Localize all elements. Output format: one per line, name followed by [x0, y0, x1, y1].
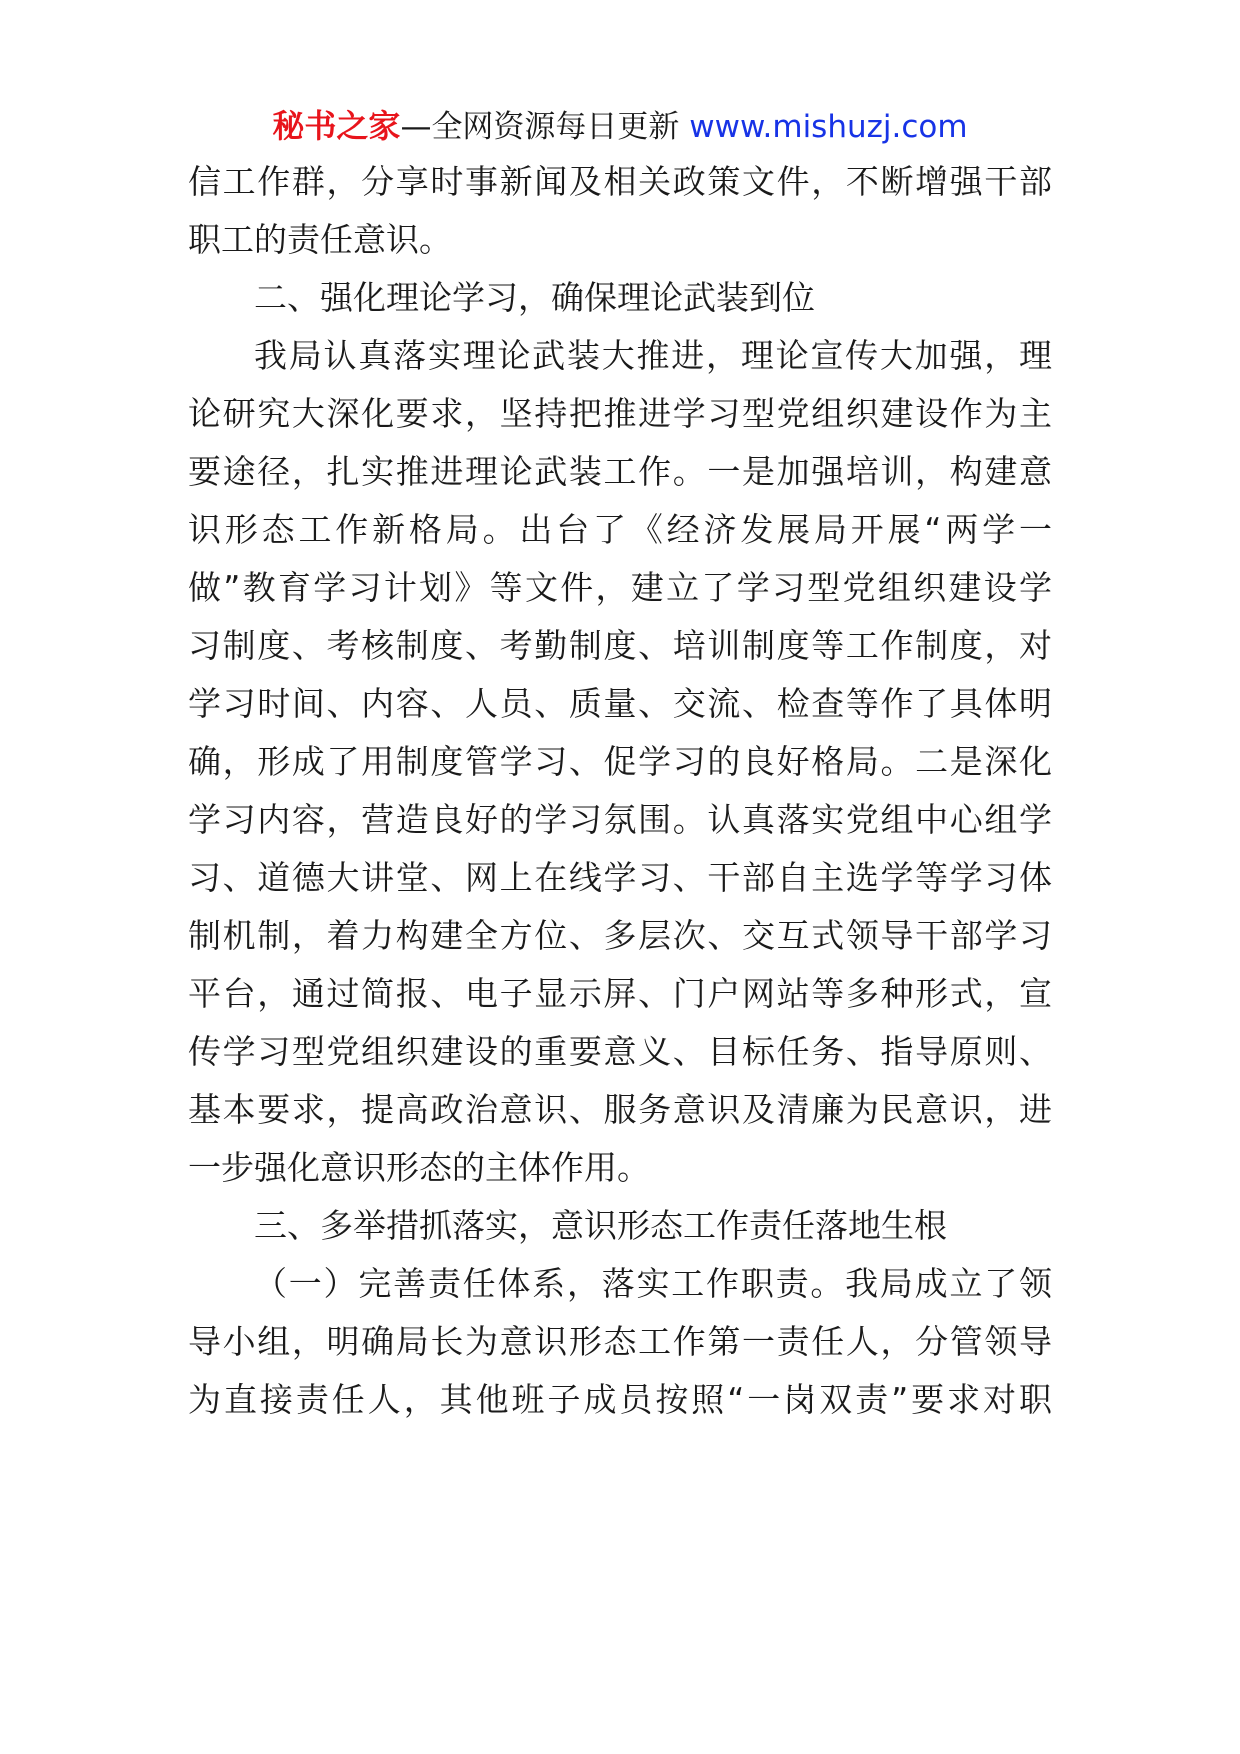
text-line: 习、道德大讲堂、网上在线学习、干部自主选学等学习体 — [188, 858, 1052, 897]
header-tagline: —全网资源每日更新 — [400, 109, 690, 145]
section-heading: 三、多举措抓落实，意识形态工作责任落地生根 — [254, 1206, 947, 1245]
text-line: 确，形成了用制度管学习、促学习的良好格局。二是深化 — [188, 742, 1052, 781]
text-line: 做”教育学习计划》等文件，建立了学习型党组织建设学 — [188, 568, 1052, 607]
text-line: 一步强化意识形态的主体作用。 — [188, 1148, 650, 1187]
text-line: 我局认真落实理论武装大推进，理论宣传大加强，理 — [254, 336, 1052, 375]
text-line: 为直接责任人，其他班子成员按照“一岗双责”要求对职 — [188, 1380, 1052, 1419]
brand-name: 秘书之家 — [272, 107, 401, 145]
text-line: 导小组，明确局长为意识形态工作第一责任人，分管领导 — [188, 1322, 1052, 1361]
text-line: 制机制，着力构建全方位、多层次、交互式领导干部学习 — [188, 916, 1052, 955]
text-line: 习制度、考核制度、考勤制度、培训制度等工作制度，对 — [188, 626, 1052, 665]
text-line: （一）完善责任体系，落实工作职责。我局成立了领 — [254, 1264, 1052, 1303]
text-line: 论研究大深化要求，坚持把推进学习型党组织建设作为主 — [188, 394, 1052, 433]
text-line: 要途径，扎实推进理论武装工作。一是加强培训，构建意 — [188, 452, 1052, 491]
section-heading: 二、强化理论学习，确保理论武装到位 — [254, 278, 815, 317]
text-line: 基本要求，提高政治意识、服务意识及清廉为民意识，进 — [188, 1090, 1052, 1129]
text-line: 学习时间、内容、人员、质量、交流、检查等作了具体明 — [188, 684, 1052, 723]
text-line: 职工的责任意识。 — [188, 220, 452, 259]
text-line: 信工作群，分享时事新闻及相关政策文件，不断增强干部 — [188, 162, 1052, 201]
text-line: 识形态工作新格局。出台了《经济发展局开展“两学一 — [188, 510, 1052, 549]
site-header — [0, 98, 1240, 154]
site-url-link[interactable]: www.mishuzj.com — [689, 109, 968, 145]
text-line: 学习内容，营造良好的学习氛围。认真落实党组中心组学 — [188, 800, 1052, 839]
text-line: 传学习型党组织建设的重要意义、目标任务、指导原则、 — [188, 1032, 1052, 1071]
text-line: 平台，通过简报、电子显示屏、门户网站等多种形式，宣 — [188, 974, 1052, 1013]
